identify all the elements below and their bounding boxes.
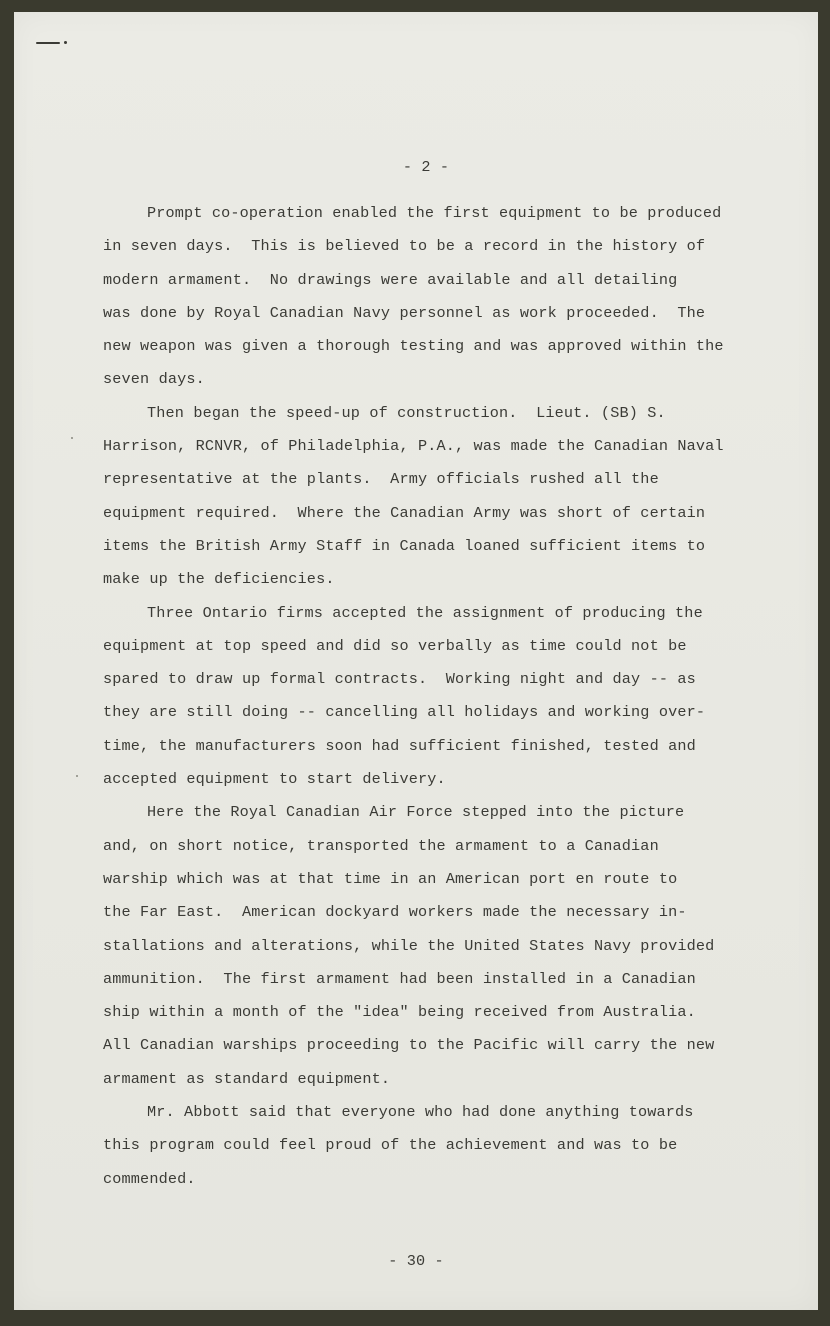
body-text bbox=[103, 197, 793, 1196]
text-line: Prompt co-operation enabled the first equipment to be produced bbox=[147, 204, 722, 222]
footer-page-number: - 30 - bbox=[388, 1252, 444, 1270]
document-page bbox=[14, 12, 818, 1310]
text-line: in seven days. This is believed to be a record in the history of bbox=[103, 237, 706, 256]
paragraph bbox=[103, 1096, 793, 1196]
text-line: Then began the speed-up of construction. Lieut. (SB) S. bbox=[147, 403, 666, 422]
paragraph bbox=[103, 397, 793, 597]
text-line: Here the Royal Canadian Air Force stepped into the picture bbox=[147, 803, 685, 822]
text-line: they are still doing -- cancelling all holidays and working over- bbox=[103, 703, 706, 722]
text-line: Harrison, RCNVR, of Philadelphia, P.A., was made the Canadian Naval bbox=[103, 437, 724, 456]
text-line: make up the deficiencies. bbox=[103, 570, 335, 589]
text-line: Mr. Abbott said that everyone who had done anything towards bbox=[147, 1103, 694, 1122]
text-line: ammunition. The first armament had been installed in a Canadian bbox=[103, 969, 696, 988]
text-line: accepted equipment to start delivery. bbox=[103, 770, 446, 789]
text-line: spared to draw up formal contracts. Working night and day -- as bbox=[103, 670, 696, 689]
text-line: was done by Royal Canadian Navy personnel as work proceeded. The bbox=[103, 303, 706, 322]
text-line: time, the manufacturers soon had sufficient finished, tested and bbox=[103, 736, 696, 755]
text-line: All Canadian warships proceeding to the Pacific will carry the new bbox=[103, 1036, 715, 1055]
text-line: items the British Army Staff in Canada loaned sufficient items to bbox=[103, 536, 706, 555]
paragraph bbox=[103, 796, 793, 1096]
text-line: equipment at top speed and did so verbally as time could not be bbox=[103, 636, 687, 655]
text-line: new weapon was given a thorough testing and was approved within the bbox=[103, 337, 724, 356]
text-line: and, on short notice, transported the armament to a Canadian bbox=[103, 836, 659, 855]
header-page-number: - 2 - bbox=[402, 158, 450, 176]
paragraph bbox=[103, 197, 793, 397]
text-line: commended. bbox=[103, 1169, 196, 1188]
text-line: modern armament. No drawings were available and all detailing bbox=[103, 270, 678, 289]
paper-speck bbox=[76, 775, 78, 777]
text-line: seven days. bbox=[103, 370, 205, 389]
paragraph bbox=[103, 597, 793, 797]
paper-speck bbox=[71, 437, 73, 439]
text-line: armament as standard equipment. bbox=[103, 1069, 391, 1088]
corner-mark bbox=[36, 42, 66, 45]
text-line: ship within a month of the "idea" being received from Australia. bbox=[103, 1003, 696, 1022]
text-line: equipment required. Where the Canadian Army was short of certain bbox=[103, 503, 706, 522]
text-line: stallations and alterations, while the United States Navy provided bbox=[103, 936, 715, 955]
text-line: this program could feel proud of the achievement and was to be bbox=[103, 1136, 678, 1155]
text-line: warship which was at that time in an American port en route to bbox=[103, 869, 678, 888]
text-line: Three Ontario firms accepted the assignment of producing the bbox=[147, 603, 703, 622]
text-line: the Far East. American dockyard workers made the necessary in- bbox=[103, 903, 687, 922]
text-line: representative at the plants. Army officials rushed all the bbox=[103, 470, 659, 489]
